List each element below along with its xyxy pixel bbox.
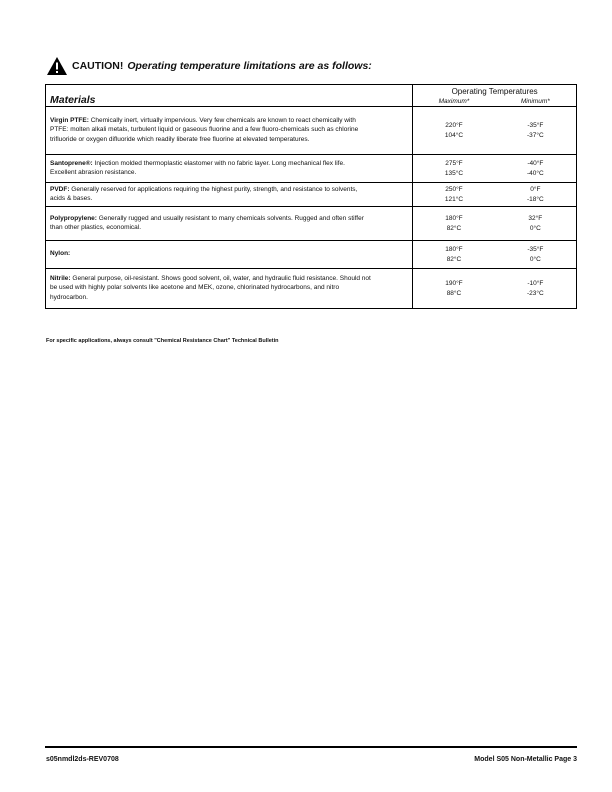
min-fahrenheit: 32°F	[528, 215, 543, 223]
material-description: Chemically inert, virtually impervious. Very few chemicals are known to react chemically with PTFE: molten alkali metals, turbulent liquid or gaseous fluorine and a few fluoro-chemicals such as chlorine trifluoride or oxygen difluoride which readily liberate free fluorine at elevated temperatures.	[50, 117, 359, 143]
max-fahrenheit: 180°F	[445, 215, 463, 223]
material-description: General purpose, oil-resistant. Shows good solvent, oil, water, and hydraulic fluid resistance. Should not be used with highly polar solvents like acetone and MEK, ozone, chlorinated hydrocarbons, and nitro hydrocarbon.	[50, 275, 371, 301]
min-fahrenheit: 0°F	[530, 186, 541, 194]
min-celsius: -23°C	[526, 289, 544, 297]
material-description: Injection molded thermoplastic elastomer with no fabric layer. Long mechanical flex life. Excellent abrasion resistance.	[50, 159, 345, 176]
caution-text: Operating temperature limitations are as follows:	[127, 60, 372, 72]
material-name: PVDF:	[50, 185, 70, 193]
table-row	[46, 107, 577, 155]
max-fahrenheit: 180°F	[445, 246, 463, 254]
material-description: Generally reserved for applications requiring the highest purity, strength, and resistance to solvents, acids & bases.	[50, 185, 358, 202]
min-celsius: -40°C	[526, 169, 544, 177]
caution-heading	[46, 56, 372, 76]
max-celsius: 104°C	[444, 131, 464, 139]
table-row	[46, 207, 577, 241]
materials-table	[45, 84, 577, 309]
min-fahrenheit: -35°F	[527, 246, 544, 254]
material-description-cell	[46, 207, 413, 241]
min-fahrenheit: -10°F	[527, 280, 544, 288]
min-celsius: 0°C	[529, 224, 541, 232]
table-header-row	[46, 85, 577, 107]
material-name: Virgin PTFE:	[50, 117, 89, 125]
min-celsius: 0°C	[529, 255, 541, 263]
max-celsius: 82°C	[446, 224, 462, 232]
material-description-cell	[46, 107, 413, 155]
temperature-cell	[413, 155, 577, 183]
material-description-cell	[46, 155, 413, 183]
min-fahrenheit: -40°F	[527, 160, 544, 168]
max-fahrenheit: 275°F	[445, 160, 463, 168]
table-row	[46, 241, 577, 269]
materials-header: Materials	[46, 85, 413, 107]
min-fahrenheit: -35°F	[527, 122, 544, 130]
min-celsius: -18°C	[526, 195, 544, 203]
temperature-cell	[413, 207, 577, 241]
footer-divider	[45, 746, 577, 748]
table-row	[46, 183, 577, 207]
operating-temperatures-title: Operating Temperatures	[451, 86, 538, 96]
operating-temperatures-header	[413, 85, 577, 107]
warning-triangle-icon	[46, 56, 68, 76]
temperature-cell	[413, 241, 577, 269]
max-celsius: 88°C	[446, 289, 462, 297]
page-label: Model S05 Non-Metallic Page 3	[474, 756, 577, 763]
table-row	[46, 155, 577, 183]
document-code: s05nmdl2ds-REV0708	[46, 756, 119, 763]
material-name: Nitrile:	[50, 275, 71, 283]
temperature-cell	[413, 107, 577, 155]
material-description-cell	[46, 269, 413, 309]
caution-label: CAUTION!	[72, 60, 124, 72]
max-fahrenheit: 250°F	[445, 186, 463, 194]
max-celsius: 135°C	[444, 169, 464, 177]
material-description-cell	[46, 241, 413, 269]
max-fahrenheit: 190°F	[445, 280, 463, 288]
material-description-cell	[46, 183, 413, 207]
temperature-cell	[413, 183, 577, 207]
material-name: Nylon:	[50, 250, 71, 258]
maximum-header: Maximum*	[438, 97, 470, 105]
footnote: For specific applications, always consult "Chemical Resistance Chart" Technical Bulletin	[46, 338, 279, 344]
minimum-header: Minimum*	[520, 97, 550, 105]
max-fahrenheit: 220°F	[445, 122, 463, 130]
max-celsius: 121°C	[444, 195, 464, 203]
min-celsius: -37°C	[526, 131, 544, 139]
material-name: Santoprene®:	[50, 159, 93, 167]
max-celsius: 82°C	[446, 255, 462, 263]
material-name: Polypropylene:	[50, 214, 97, 222]
table-row	[46, 269, 577, 309]
material-description: Generally rugged and usually resistant to many chemicals solvents. Rugged and often stiffer than other plastics, economical.	[50, 214, 364, 231]
temperature-cell	[413, 269, 577, 309]
